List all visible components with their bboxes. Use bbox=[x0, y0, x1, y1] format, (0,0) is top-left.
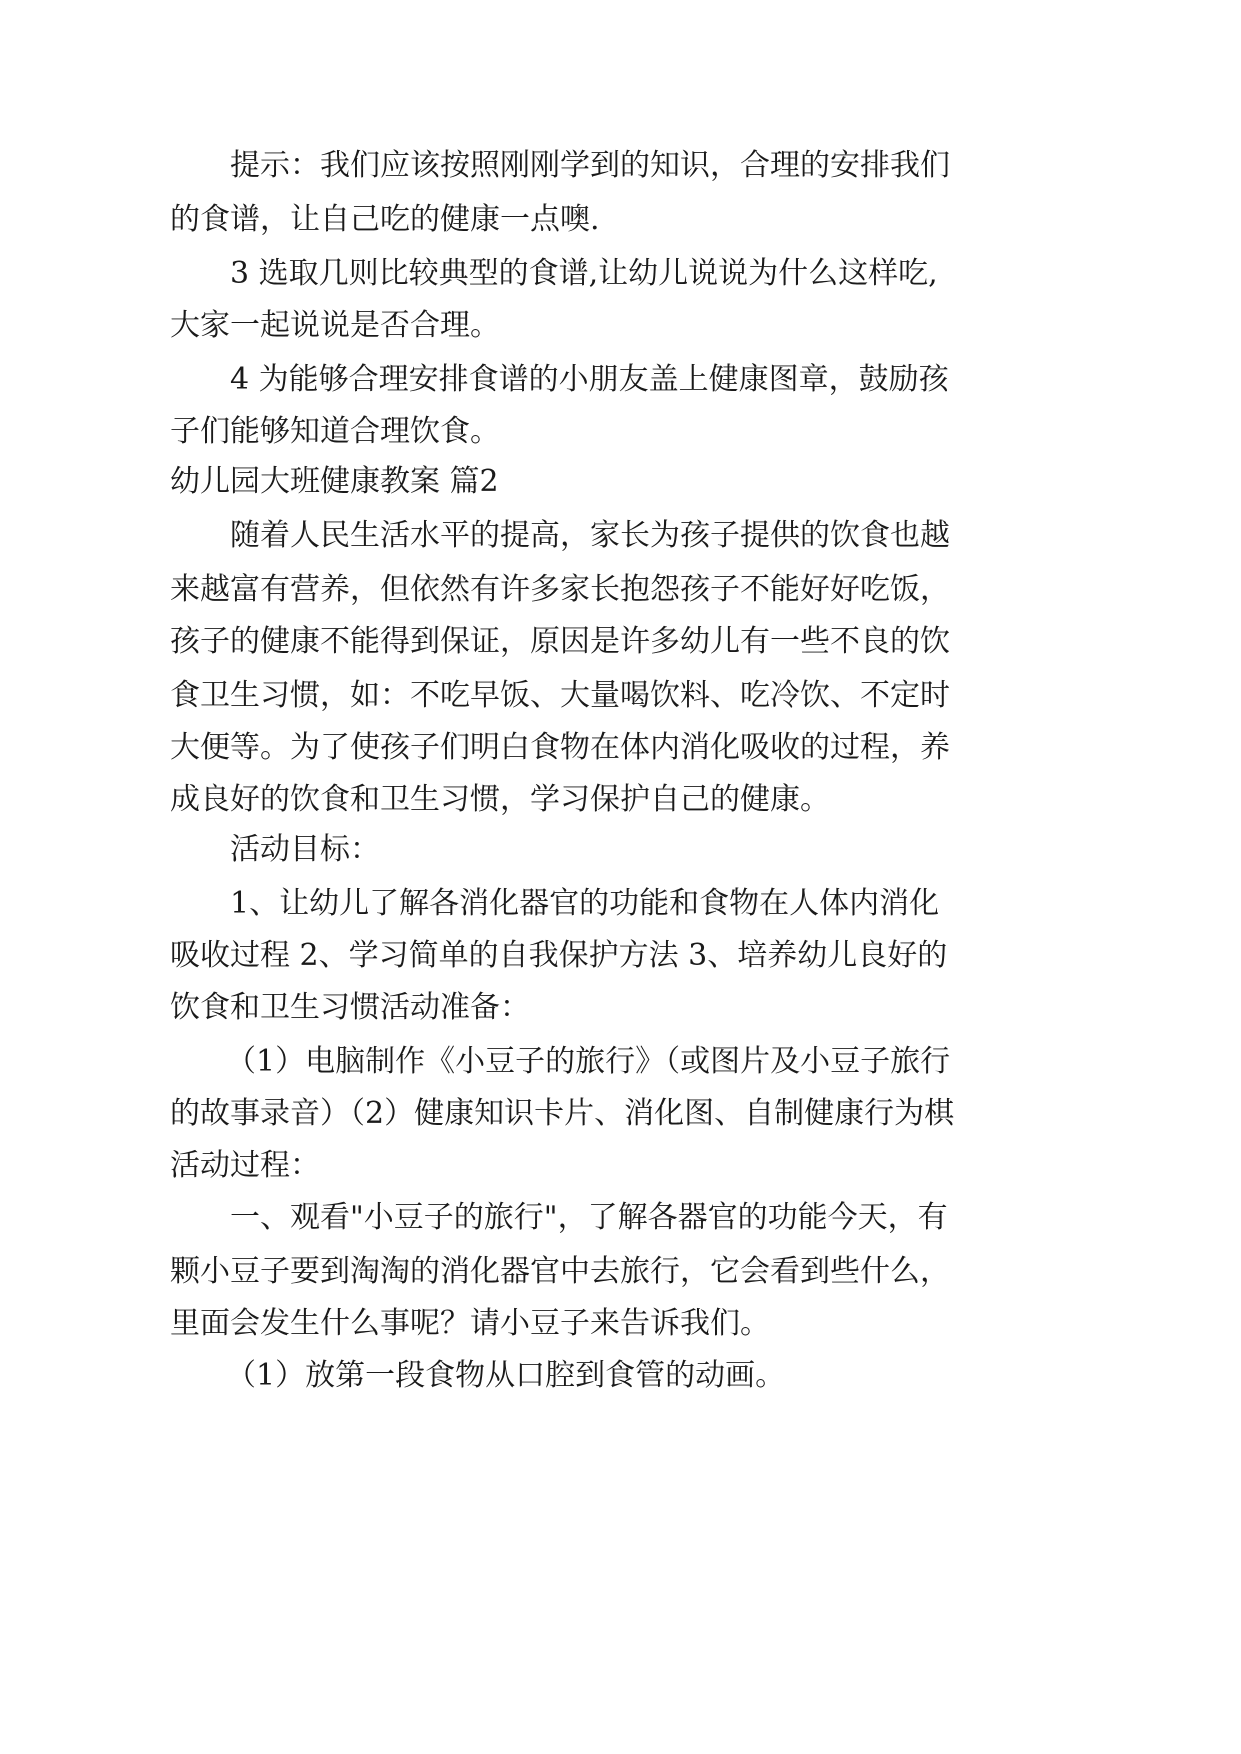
text-line: 里面会发生什么事呢？请小豆子来告诉我们。 bbox=[170, 1306, 770, 1341]
text-line: 1、让幼儿了解各消化器官的功能和食物在人体内消化 bbox=[230, 886, 940, 921]
text-line: 颗小豆子要到淘淘的消化器官中去旅行，它会看到些什么， bbox=[170, 1254, 950, 1289]
text-line: 大便等。为了使孩子们明白食物在体内消化吸收的过程，养 bbox=[170, 730, 950, 765]
text-line: （1）放第一段食物从口腔到食管的动画。 bbox=[226, 1358, 786, 1393]
text-line: 饮食和卫生习惯活动准备： bbox=[170, 990, 530, 1025]
text-line: 活动目标： bbox=[230, 832, 380, 867]
text-line: 随着人民生活水平的提高，家长为孩子提供的饮食也越 bbox=[230, 518, 950, 553]
text-line: 3 选取几则比较典型的食谱,让幼儿说说为什么这样吃, bbox=[230, 256, 938, 291]
text-line: 一、观看"小豆子的旅行"，了解各器官的功能今天，有 bbox=[230, 1200, 948, 1235]
text-line: 孩子的健康不能得到保证，原因是许多幼儿有一些不良的饮 bbox=[170, 624, 950, 659]
text-line: 吸收过程 2、学习简单的自我保护方法 3、培养幼儿良好的 bbox=[170, 938, 948, 973]
text-line: 4 为能够合理安排食谱的小朋友盖上健康图章，鼓励孩 bbox=[230, 362, 949, 397]
text-line: 提示：我们应该按照刚刚学到的知识，合理的安排我们 bbox=[230, 148, 950, 183]
text-line: 成良好的饮食和卫生习惯，学习保护自己的健康。 bbox=[170, 782, 830, 817]
text-line: （1）电脑制作《小豆子的旅行》（或图片及小豆子旅行 bbox=[226, 1044, 951, 1079]
section-heading: 幼儿园大班健康教案 篇2 bbox=[170, 464, 499, 499]
text-line: 食卫生习惯，如：不吃早饭、大量喝饮料、吃冷饮、不定时 bbox=[170, 678, 950, 713]
text-line: 大家一起说说是否合理。 bbox=[170, 308, 500, 343]
text-line: 子们能够知道合理饮食。 bbox=[170, 414, 500, 449]
text-line: 的食谱，让自己吃的健康一点噢. bbox=[170, 202, 600, 237]
text-line: 的故事录音）（2）健康知识卡片、消化图、自制健康行为棋 bbox=[170, 1096, 955, 1131]
text-line: 活动过程： bbox=[170, 1148, 320, 1183]
text-line: 来越富有营养，但依然有许多家长抱怨孩子不能好好吃饭， bbox=[170, 572, 950, 607]
